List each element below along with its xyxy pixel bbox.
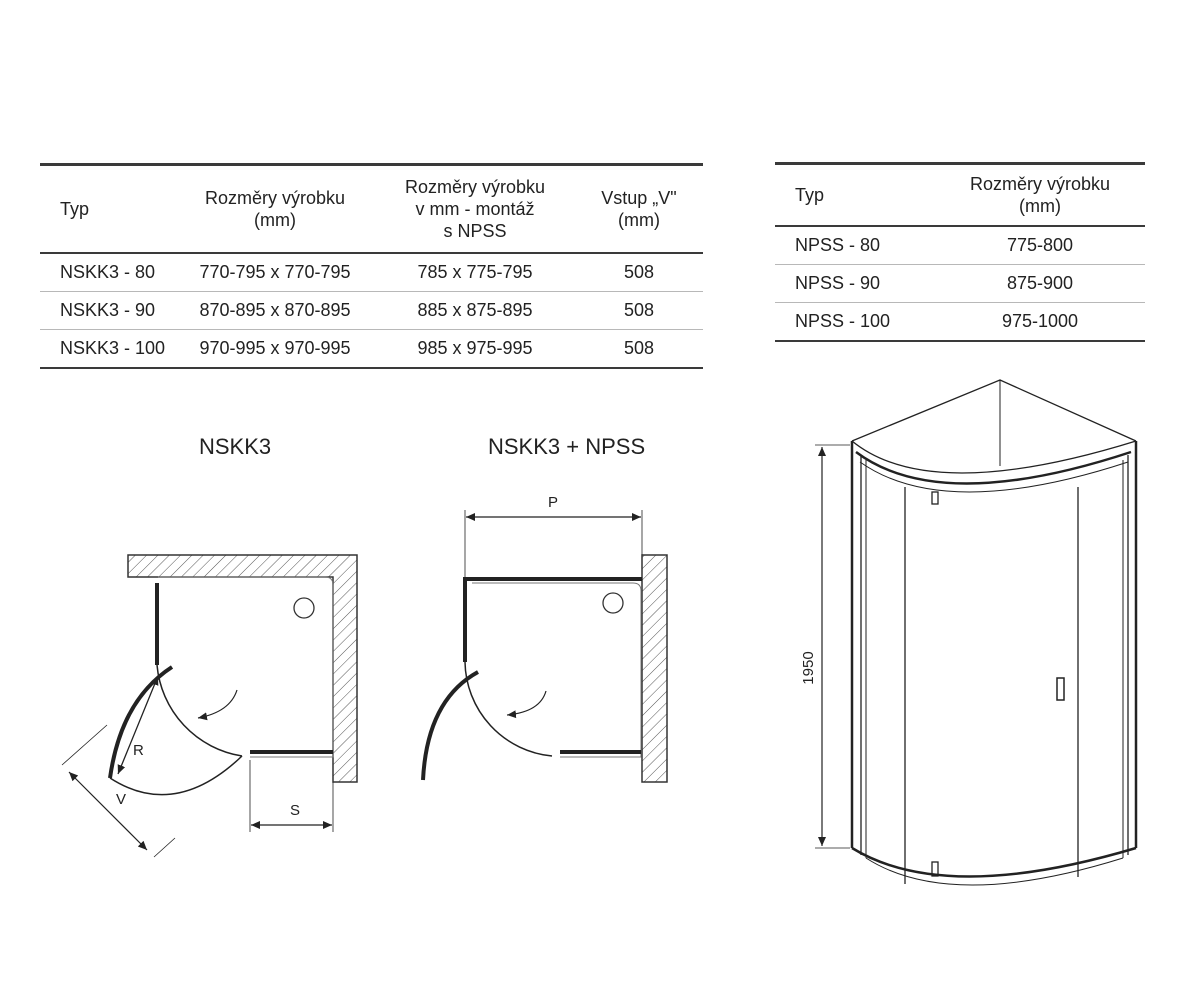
cell-entrance: 508 xyxy=(623,261,655,282)
label-height-1950: 1950 xyxy=(800,651,817,685)
header-typ-text: Typ xyxy=(795,184,825,205)
cell-product-dimensions: 970-995 x 970-995 xyxy=(199,337,351,358)
dimension-v-extension xyxy=(62,725,107,765)
cell-product-dimensions: 775-800 xyxy=(1006,234,1074,255)
cell-type: NSKK3 - 100 xyxy=(60,337,166,358)
shower-tray-outline xyxy=(472,583,641,757)
cell-mounting-dimensions: 785 x 775-795 xyxy=(417,261,533,282)
cell-mounting-dimensions: 885 x 875-895 xyxy=(417,299,533,320)
enclosure-top-curve xyxy=(860,462,1128,492)
diagram-nskk3 xyxy=(62,555,357,857)
door-swing-arc xyxy=(110,756,242,795)
cell-product-dimensions: 875-900 xyxy=(1006,272,1074,293)
wall-hatched xyxy=(128,555,357,782)
shower-tray-outline xyxy=(158,577,333,757)
cell-type: NSKK3 - 80 xyxy=(60,261,156,282)
diagram-title-nskk3-npss: NSKK3 + NPSS xyxy=(488,434,646,459)
door-open-panel xyxy=(110,667,172,778)
door-hinge-top xyxy=(932,492,938,504)
header-mounting-dimensions-text: Rozměry výrobku v mm - montáž s NPSS xyxy=(404,176,546,241)
door-closed-arc xyxy=(465,662,552,756)
label-p: P xyxy=(548,494,559,511)
enclosure-top-outline xyxy=(852,380,1136,441)
enclosure-top-curve xyxy=(852,441,1136,473)
cell-type: NPSS - 100 xyxy=(795,310,891,331)
cell-type: NSKK3 - 90 xyxy=(60,299,156,320)
diagram-title-nskk3: NSKK3 xyxy=(199,434,272,459)
cell-entrance: 508 xyxy=(623,299,655,320)
cell-product-dimensions: 975-1000 xyxy=(1001,310,1079,331)
door-handle xyxy=(1057,678,1064,700)
diagram-3d-shower-enclosure xyxy=(815,380,1136,885)
drain xyxy=(294,598,314,618)
dimension-v-extension xyxy=(154,838,175,857)
wall-hatched xyxy=(642,555,667,782)
label-s: S xyxy=(290,802,301,819)
dimension-v-line xyxy=(69,772,147,850)
opening-direction-arrow xyxy=(198,690,237,718)
header-product-dimensions-text: Rozměry výrobku (mm) xyxy=(204,187,346,230)
cell-product-dimensions: 870-895 x 870-895 xyxy=(199,299,351,320)
cell-mounting-dimensions: 985 x 975-995 xyxy=(417,337,533,358)
drain xyxy=(603,593,623,613)
header-typ-text: Typ xyxy=(60,198,90,219)
label-r: R xyxy=(133,742,144,759)
door-closed-arc xyxy=(157,665,242,756)
door-open-panel xyxy=(423,672,478,780)
enclosure-top-curve xyxy=(856,452,1131,484)
header-product-dimensions-text: Rozměry výrobku (mm) xyxy=(969,173,1111,216)
cell-type: NPSS - 90 xyxy=(795,272,881,293)
header-entrance-text: Vstup „V" (mm) xyxy=(601,187,677,230)
cell-type: NPSS - 80 xyxy=(795,234,881,255)
label-v: V xyxy=(116,791,127,808)
cell-entrance: 508 xyxy=(623,337,655,358)
cell-product-dimensions: 770-795 x 770-795 xyxy=(199,261,351,282)
opening-direction-arrow xyxy=(507,691,546,715)
diagram-nskk3-npss xyxy=(423,494,667,782)
